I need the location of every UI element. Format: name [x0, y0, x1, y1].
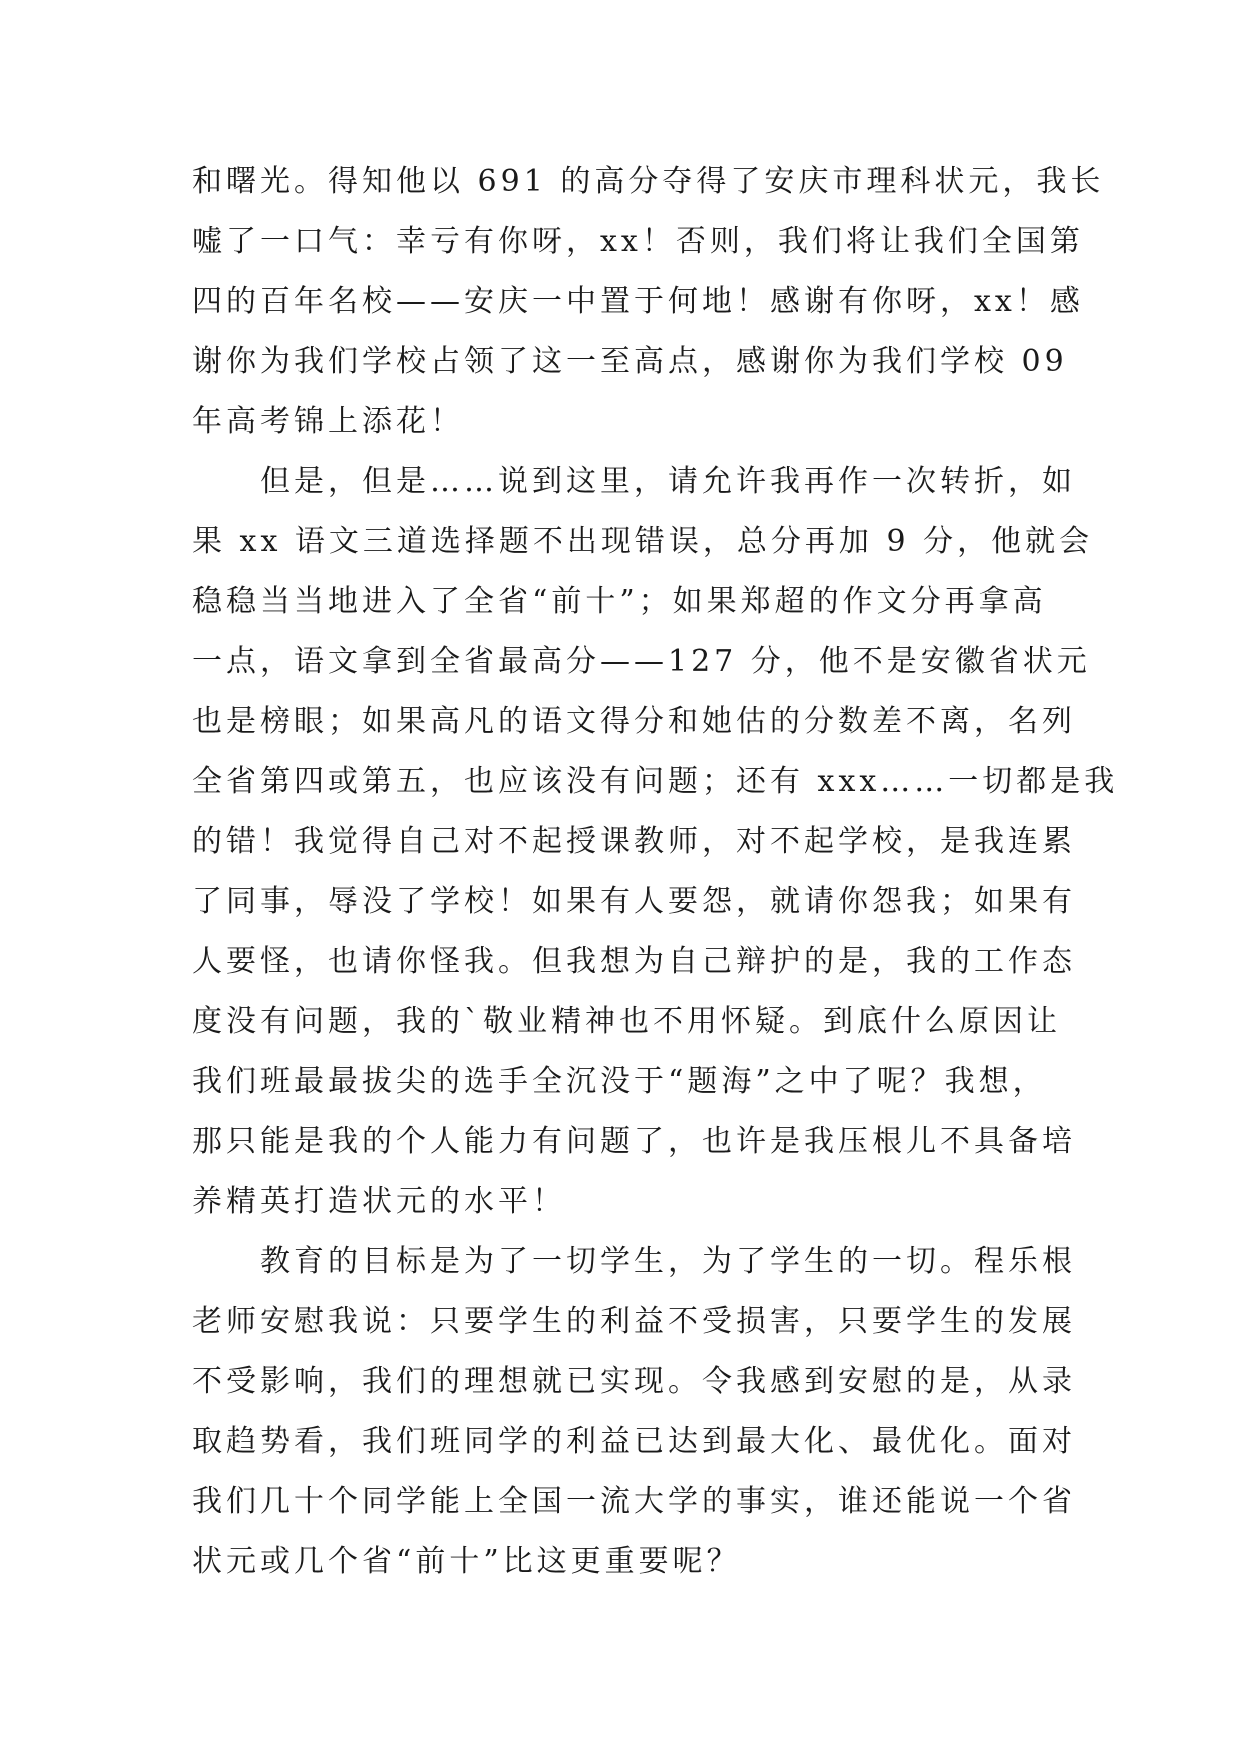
text-line: 年高考锦上添花！ — [192, 404, 464, 439]
text-line: 不受影响，我们的理想就已实现。令我感到安慰的是，从录 — [192, 1364, 1076, 1399]
text-line: 我们班最最拔尖的选手全沉没于“题海”之中了呢？我想， — [192, 1064, 1047, 1099]
text-line: 和曙光。得知他以 691 的高分夺得了安庆市理科状元，我长 — [192, 164, 1105, 199]
body-text — [192, 152, 1119, 1592]
text-line: 我们几十个同学能上全国一流大学的事实，谁还能说一个省 — [192, 1484, 1076, 1519]
text-line: 四的百年名校——安庆一中置于何地！感谢有你呀，xx！感 — [192, 284, 1084, 319]
text-line: 老师安慰我说：只要学生的利益不受损害，只要学生的发展 — [192, 1304, 1076, 1339]
text-line: 度没有问题，我的`敬业精神也不用怀疑。到底什么原因让 — [192, 1004, 1061, 1039]
text-line: 那只能是我的个人能力有问题了，也许是我压根儿不具备培 — [192, 1124, 1076, 1159]
paragraph-first-line: 教育的目标是为了一切学生，为了学生的一切。程乐根 — [260, 1244, 1076, 1279]
text-line: 谢你为我们学校占领了这一至高点，感谢你为我们学校 09 — [192, 344, 1068, 379]
text-line: 养精英打造状元的水平！ — [192, 1184, 566, 1219]
text-line: 稳稳当当地进入了全省“前十”；如果郑超的作文分再拿高 — [192, 584, 1047, 619]
text-line: 的错！我觉得自己对不起授课教师，对不起学校，是我连累 — [192, 824, 1076, 859]
text-line: 取趋势看，我们班同学的利益已达到最大化、最优化。面对 — [192, 1424, 1076, 1459]
text-line: 也是榜眼；如果高凡的语文得分和她估的分数差不离，名列 — [192, 704, 1076, 739]
text-line: 全省第四或第五，也应该没有问题；还有 xxx……一切都是我 — [192, 764, 1119, 799]
text-line: 果 xx 语文三道选择题不出现错误，总分再加 9 分，他就会 — [192, 524, 1094, 559]
text-line: 一点，语文拿到全省最高分——127 分，他不是安徽省状元 — [192, 644, 1091, 679]
text-line: 人要怪，也请你怪我。但我想为自己辩护的是，我的工作态 — [192, 944, 1076, 979]
text-line: 状元或几个省“前十”比这更重要呢？ — [192, 1544, 741, 1579]
text-line: 嘘了一口气：幸亏有你呀，xx！否则，我们将让我们全国第 — [192, 224, 1084, 259]
text-line: 了同事，辱没了学校！如果有人要怨，就请你怨我；如果有 — [192, 884, 1076, 919]
paragraph-first-line: 但是，但是……说到这里，请允许我再作一次转折，如 — [260, 464, 1076, 499]
